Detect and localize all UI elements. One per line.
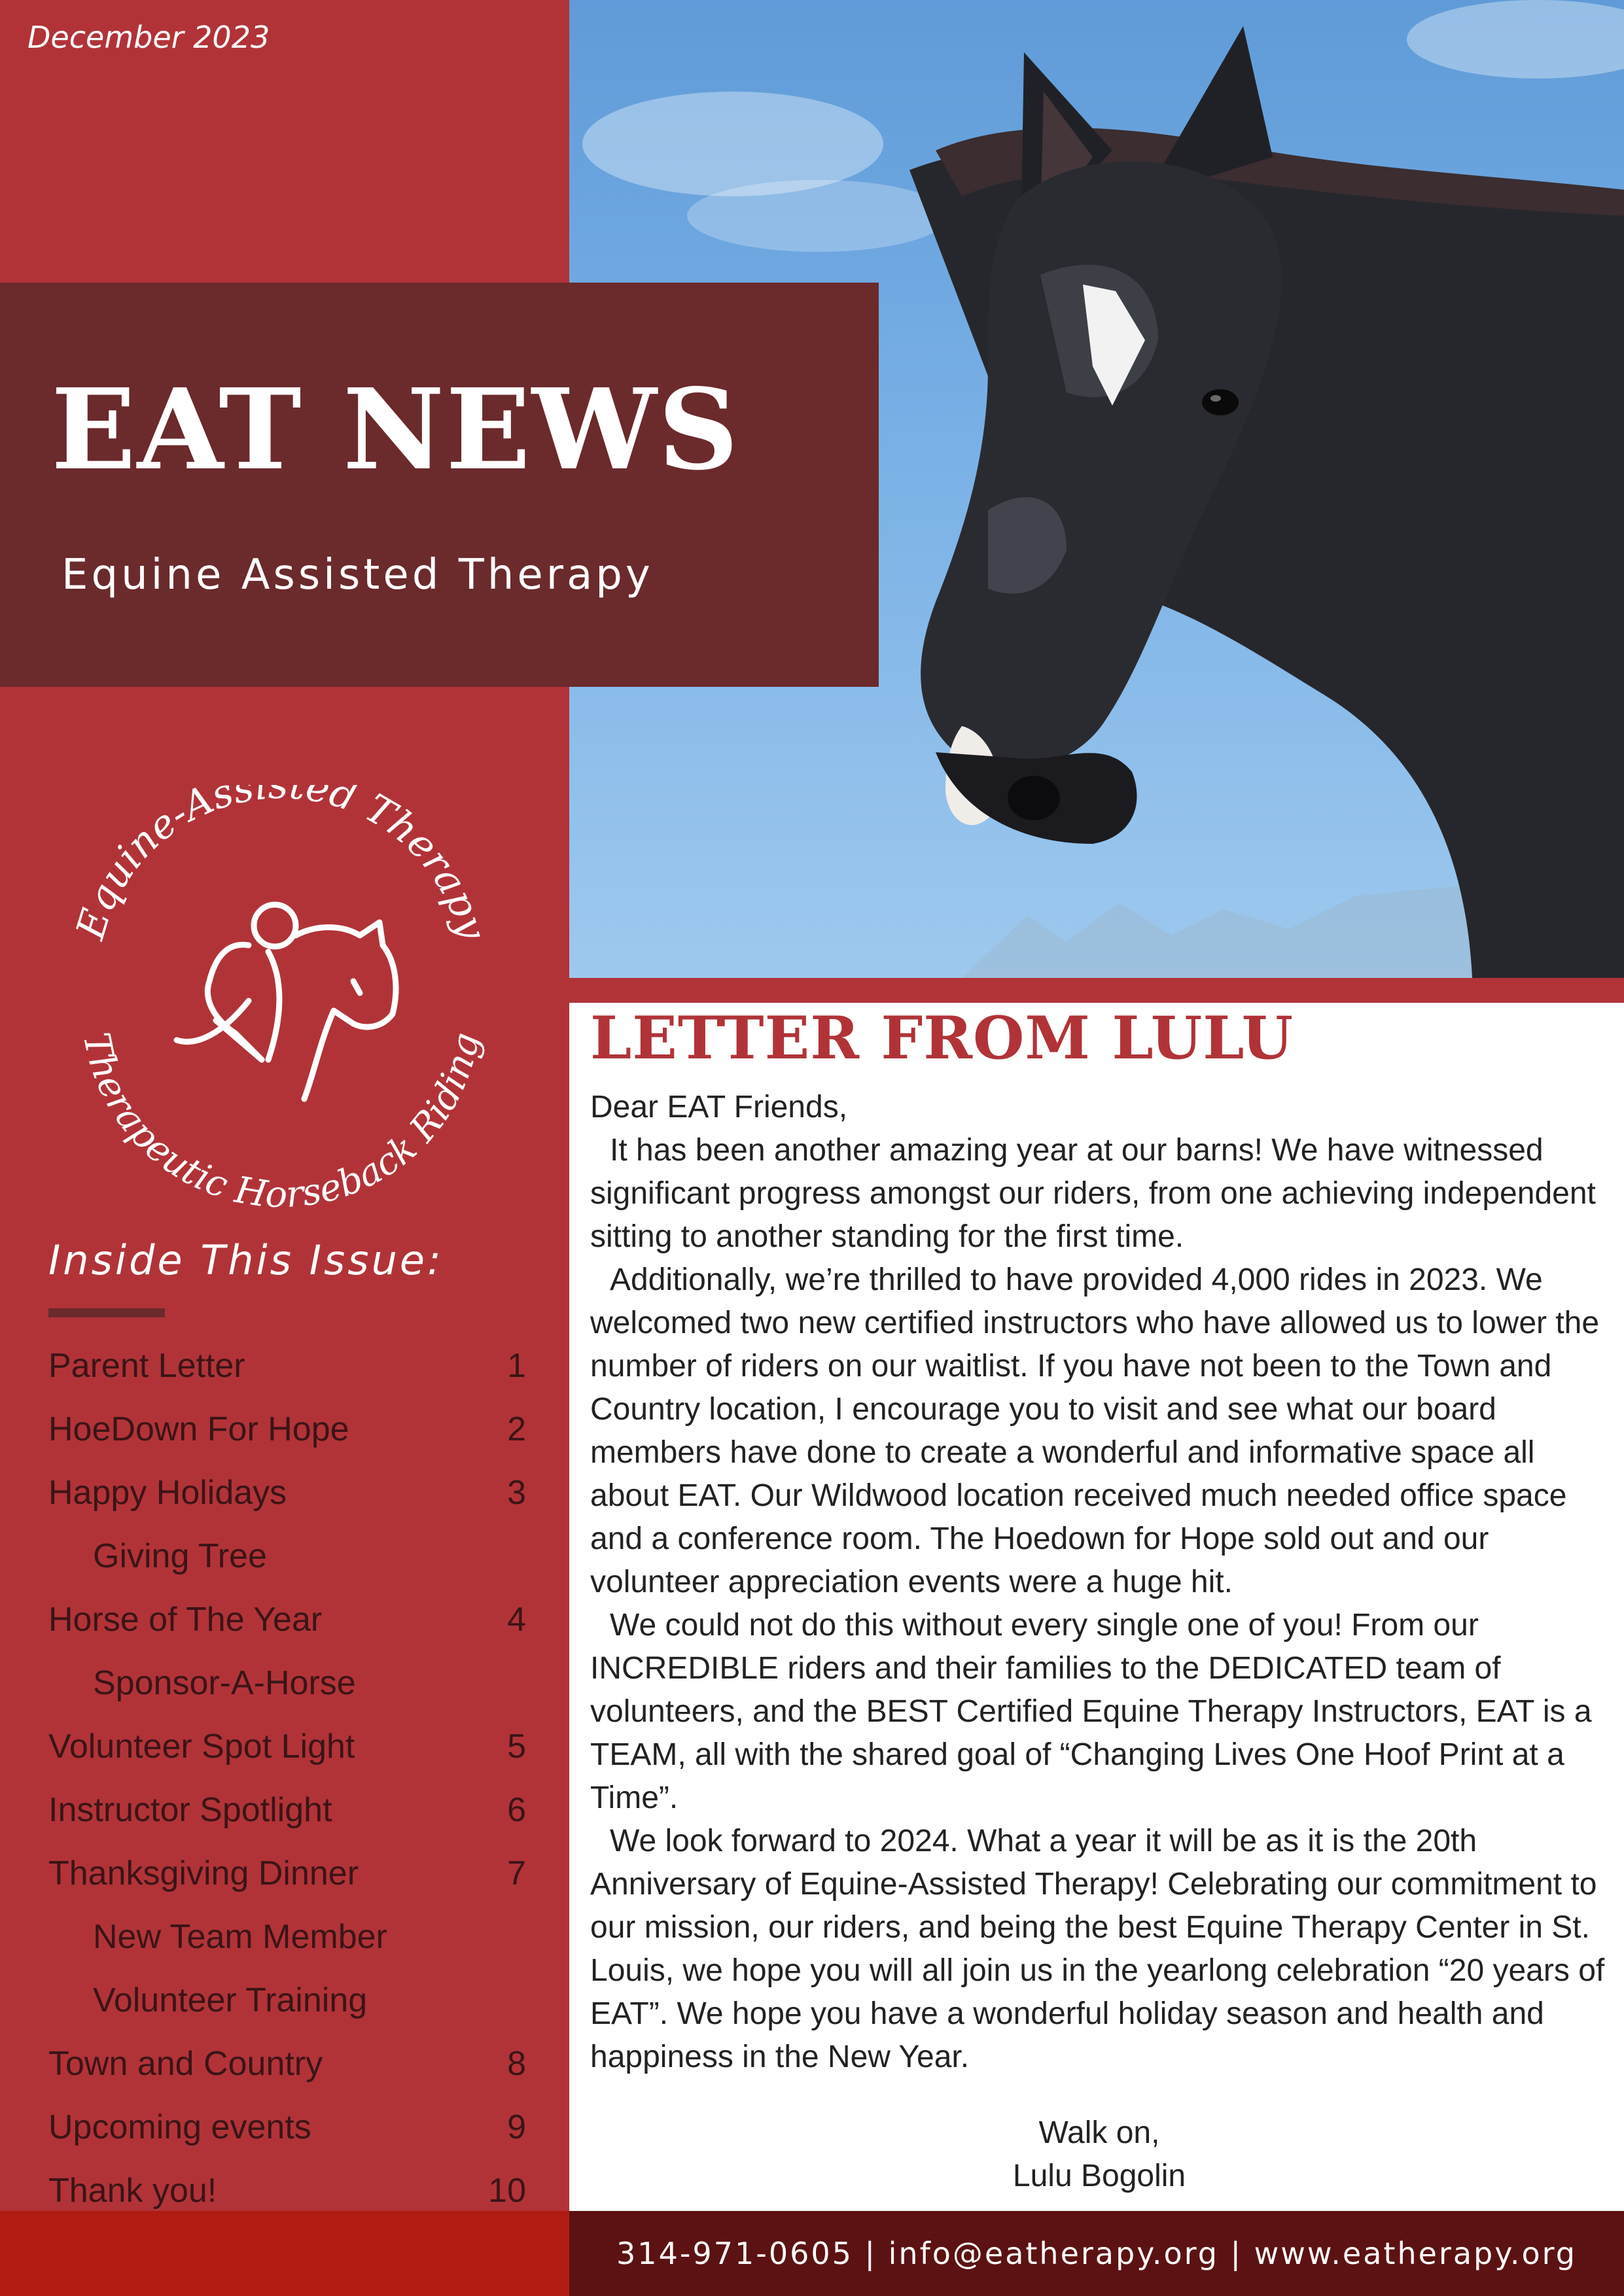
toc-item-page: 2	[507, 1410, 526, 1448]
toc-subitem[interactable]	[48, 1969, 526, 2032]
toc-item-label: Happy Holidays	[48, 1474, 287, 1512]
footer-accent	[0, 2211, 569, 2296]
toc-item-page: 6	[507, 1791, 526, 1829]
toc-item-label: Instructor Spotlight	[48, 1791, 332, 1829]
toc-item[interactable]	[48, 1461, 526, 1525]
toc-subitem[interactable]	[48, 1525, 526, 1588]
issue-date: December 2023	[27, 20, 270, 55]
toc-item-page: 8	[507, 2045, 526, 2083]
toc-item-label: Horse of The Year	[48, 1601, 323, 1639]
toc-item-label: Town and Country	[48, 2045, 323, 2083]
logo	[52, 785, 510, 1217]
letter-closing: Walk on,	[1038, 2115, 1160, 2150]
footer-contact: 314-971-0605 | info@eatherapy.org | www.eatherapy.org	[616, 2236, 1577, 2271]
toc-item[interactable]	[48, 1842, 526, 1905]
toc-item[interactable]	[48, 1588, 526, 1652]
toc-item-page: 3	[507, 1474, 526, 1512]
letter-signoff	[661, 2112, 1538, 2198]
toc-item-page: 1	[507, 1347, 526, 1385]
toc-item-label: Volunteer Spot Light	[48, 1728, 355, 1765]
table-of-contents	[48, 1334, 526, 2223]
letter-signature: Lulu Bogolin	[1012, 2159, 1186, 2193]
toc-item[interactable]	[48, 1334, 526, 1398]
toc-item[interactable]	[48, 1398, 526, 1461]
masthead	[0, 283, 879, 687]
letter-title: LETTER FROM LULU	[590, 1003, 1294, 1073]
toc-item[interactable]	[48, 1715, 526, 1779]
toc-item-page: 9	[507, 2108, 526, 2146]
toc-item[interactable]	[48, 2032, 526, 2096]
newsletter-subtitle: Equine Assisted Therapy	[62, 551, 654, 599]
toc-item-label: Volunteer Training	[93, 1981, 368, 2019]
svg-text:Equine-Assisted Therapy	[67, 785, 495, 945]
letter-greeting: Dear EAT Friends,	[590, 1090, 848, 1124]
newsletter-title: EAT NEWS	[51, 364, 740, 495]
toc-item-page: 4	[507, 1601, 526, 1639]
letter-paragraph: Additionally, we’re thrilled to have provided 4,000 rides in 2023. We welcomed two new certified instructors who have allowed us to lower the number of riders on our waitlist. If you have not been to the Town and Country location, I encourage you to visit and see what our board members have done to create a wonderful and informative space all about EAT. Our Wildwood location received much needed office space and a conference room. The Hoedown for Hope sold out and our volunteer appreciation events were a huge hit.	[590, 1262, 1600, 1599]
toc-item-page: 5	[507, 1728, 526, 1765]
toc-subitem[interactable]	[48, 1905, 526, 1969]
letter-body	[590, 1086, 1611, 2079]
footer	[569, 2211, 1624, 2296]
logo-seal	[52, 785, 510, 1217]
letter-paragraph: We look forward to 2024. What a year it will be as it is the 20th Anniversary of Equine-Assisted Therapy! Celebrating our commitment to our mission, our riders, and being the best Equine Therapy Center in St. Louis, we hope you will all join us in the yearlong celebration “20 years of EAT”. We hope you have a wonderful holiday season and health and happiness in the New Year.	[590, 1824, 1605, 2074]
toc-item-page: 7	[507, 1854, 526, 1892]
horse-rider-icon	[177, 905, 396, 1099]
letter-paragraph: We could not do this without every single one of you! From our INCREDIBLE riders and their families to the DEDICATED team of volunteers, and the BEST Certified Equine Therapy Instructors, EAT is a TEAM, all with the shared goal of “Changing Lives One Hoof Print at a Time”.	[590, 1608, 1592, 1815]
toc-item-label: HoeDown For Hope	[48, 1410, 349, 1448]
toc-item-label: Thank you!	[48, 2172, 217, 2210]
toc-item-label: Upcoming events	[48, 2108, 311, 2146]
toc-item-label: Parent Letter	[48, 1347, 245, 1385]
toc-subitem[interactable]	[48, 1652, 526, 1715]
toc-item[interactable]	[48, 2096, 526, 2159]
contents-divider	[48, 1308, 165, 1317]
logo-top-text: Equine-Assisted Therapy	[67, 785, 495, 945]
toc-item-label: New Team Member	[93, 1918, 387, 1956]
svg-text:Therapeutic Horseback Riding	[75, 1029, 488, 1216]
toc-item-page: 10	[488, 2172, 526, 2210]
toc-item[interactable]	[48, 1779, 526, 1842]
toc-item-label: Sponsor-A-Horse	[93, 1664, 356, 1702]
hero-bottom-band	[569, 978, 1624, 1003]
toc-item-label: Giving Tree	[93, 1537, 267, 1575]
contents-heading: Inside This Issue:	[48, 1236, 444, 1284]
letter-paragraph: It has been another amazing year at our barns! We have witnessed significant progress amongst our riders, from one achieving independent sitting to another standing for the first time.	[590, 1133, 1596, 1254]
logo-bottom-text: Therapeutic Horseback Riding	[74, 1029, 489, 1217]
toc-item-label: Thanksgiving Dinner	[48, 1854, 359, 1892]
